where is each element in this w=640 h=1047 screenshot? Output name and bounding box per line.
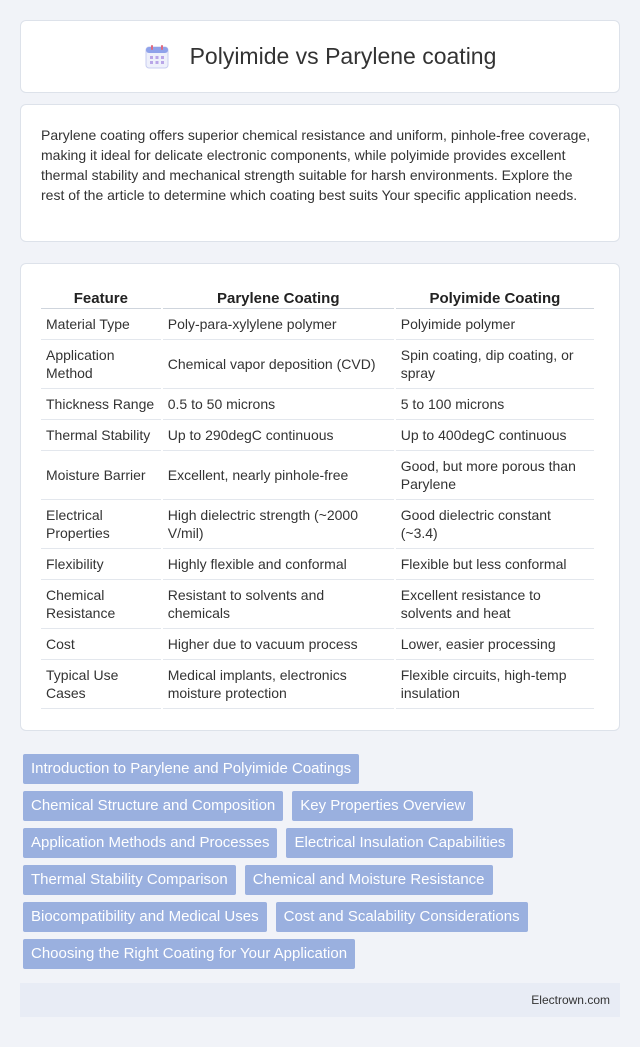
polyimide-cell: Polyimide polymer [396,309,594,340]
parylene-cell: Highly flexible and conformal [163,549,394,580]
polyimide-cell: Excellent resistance to solvents and heat [396,580,594,629]
table-header-row [41,284,594,309]
feature-cell: Chemical Resistance [41,580,161,629]
intro-paragraph: Parylene coating offers superior chemical resistance and uniform, pinhole-free coverage, making it ideal for delicate electronic components, while polyimide provides excellent thermal stability and mechanical strength suitable for harsh environments. Explore the rest of the article to determine which coating best suits Your specific application needs. [41,127,591,203]
parylene-cell: Chemical vapor deposition (CVD) [163,340,394,389]
feature-cell: Cost [41,629,161,660]
table-row [41,629,594,660]
parylene-cell: Resistant to solvents and chemicals [163,580,394,629]
topic-link-chemical-moisture[interactable]: Chemical and Moisture Resistance [245,865,493,895]
polyimide-cell: 5 to 100 microns [396,389,594,420]
comparison-table [39,284,596,709]
topic-link-electrical-insulation[interactable]: Electrical Insulation Capabilities [286,828,513,858]
feature-cell: Material Type [41,309,161,340]
calendar-icon [144,44,170,70]
parylene-cell: High dielectric strength (~2000 V/mil) [163,500,394,549]
polyimide-cell: Flexible but less conformal [396,549,594,580]
topic-link-application-methods[interactable]: Application Methods and Processes [23,828,277,858]
header-card [20,20,620,93]
feature-cell: Typical Use Cases [41,660,161,709]
parylene-cell: Medical implants, electronics moisture protection [163,660,394,709]
parylene-cell: Excellent, nearly pinhole-free [163,451,394,500]
feature-cell: Application Method [41,340,161,389]
feature-cell: Flexibility [41,549,161,580]
header-polyimide: Polyimide Coating [396,284,594,309]
topic-link-thermal-stability[interactable]: Thermal Stability Comparison [23,865,236,895]
parylene-cell: Up to 290degC continuous [163,420,394,451]
table-row [41,580,594,629]
polyimide-cell: Spin coating, dip coating, or spray [396,340,594,389]
topic-link-key-properties[interactable]: Key Properties Overview [292,791,473,821]
table-row [41,420,594,451]
page-title: Polyimide vs Parylene coating [189,43,497,69]
polyimide-cell: Flexible circuits, high-temp insulation [396,660,594,709]
polyimide-cell: Good, but more porous than Parylene [396,451,594,500]
table-row [41,451,594,500]
table-row [41,549,594,580]
parylene-cell: 0.5 to 50 microns [163,389,394,420]
topic-links [23,754,620,969]
footer [20,983,620,1017]
title-wrap [144,43,497,70]
topic-link-chemical-structure[interactable]: Chemical Structure and Composition [23,791,283,821]
polyimide-cell: Lower, easier processing [396,629,594,660]
table-row [41,500,594,549]
feature-cell: Thermal Stability [41,420,161,451]
topic-link-cost-scalability[interactable]: Cost and Scalability Considerations [276,902,528,932]
feature-cell: Electrical Properties [41,500,161,549]
table-row [41,340,594,389]
header-feature: Feature [41,284,161,309]
footer-site: Electrown.com [531,993,610,1007]
comparison-table-card [20,263,620,731]
feature-cell: Moisture Barrier [41,451,161,500]
table-row [41,389,594,420]
topic-link-choosing-coating[interactable]: Choosing the Right Coating for Your Application [23,939,355,969]
polyimide-cell: Good dielectric constant (~3.4) [396,500,594,549]
feature-cell: Thickness Range [41,389,161,420]
topic-link-biocompatibility[interactable]: Biocompatibility and Medical Uses [23,902,267,932]
table-row [41,309,594,340]
parylene-cell: Higher due to vacuum process [163,629,394,660]
topic-link-introduction[interactable]: Introduction to Parylene and Polyimide Coatings [23,754,359,784]
table-row [41,660,594,709]
intro-card [20,104,620,242]
header-parylene: Parylene Coating [163,284,394,309]
parylene-cell: Poly-para-xylylene polymer [163,309,394,340]
polyimide-cell: Up to 400degC continuous [396,420,594,451]
